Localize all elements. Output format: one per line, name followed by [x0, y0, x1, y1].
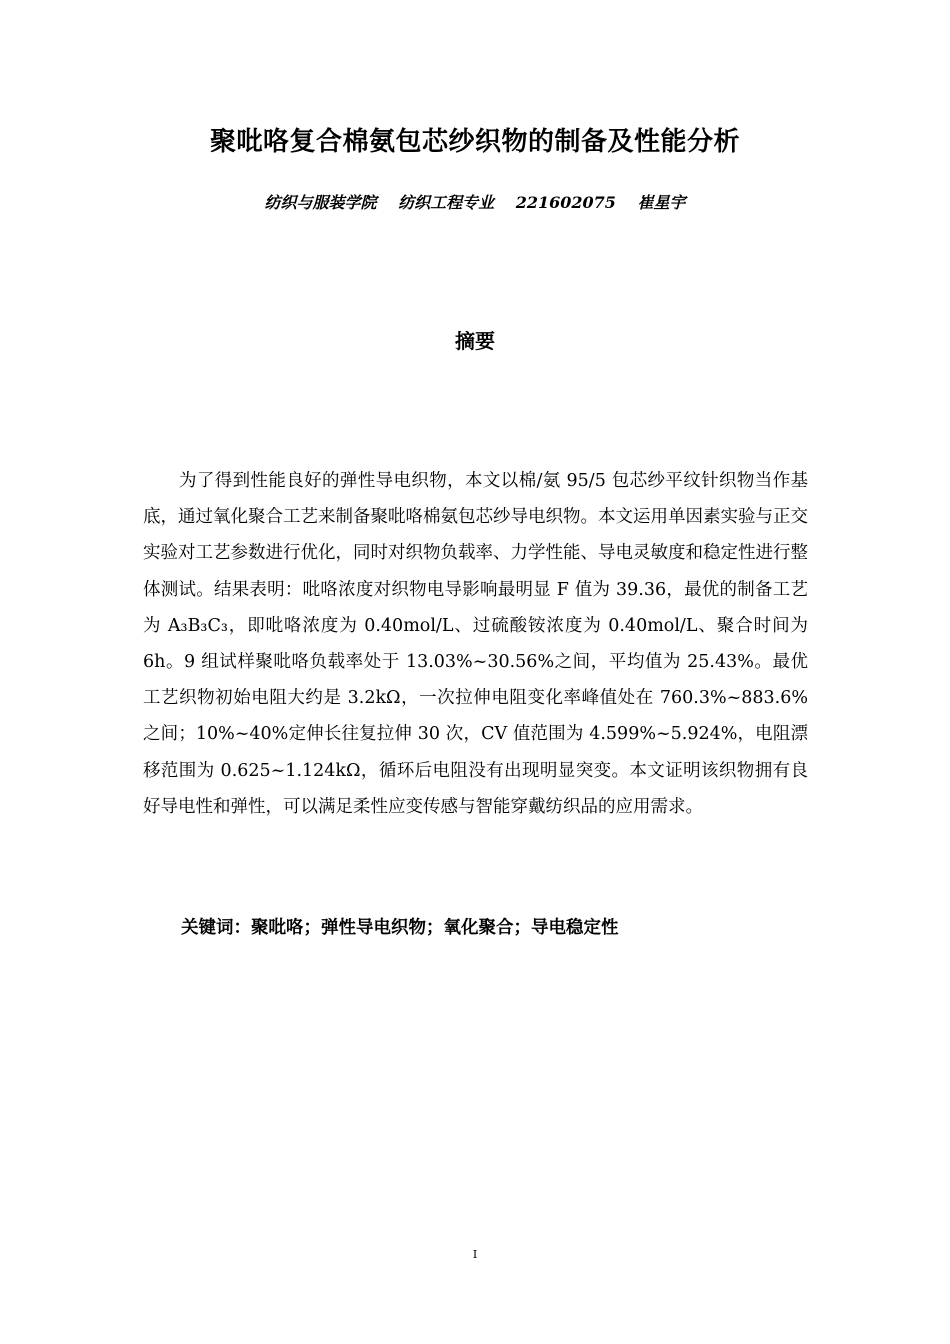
byline-student-id: 221602075 [515, 193, 616, 212]
abstract-body: 为了得到性能良好的弹性导电织物，本文以棉/氨 95/5 包芯纱平纹针织物当作基底，通过氧化聚合工艺来制备聚吡咯棉氨包芯纱导电织物。本文运用单因素实验与正交实验对工艺参数进行优化，同时对织物负载率、力学性能、导电灵敏度和稳定性进行整体测试。结果表明：吡咯浓度对织物电导影响最明显 F 值为 39.36，最优的制备工艺为 A₃B₃C₃，即吡咯浓度为 0.40mol/L、过硫酸铵浓度为 0.40mol/L、聚合时间为 6h。9 组试样聚吡咯负载率处于 13.03%~30.56%之间，平均值为 25.43%。最优工艺织物初始电阻大约是 3.2kΩ，一次拉伸电阻变化率峰值处在 760.3%~883.6%之间；10%~40%定伸长往复拉伸 30 次，CV 值范围为 4.599%~5.924%，电阻漂移范围为 0.625~1.124kΩ，循环后电阻没有出现明显突变。本文证明该织物拥有良好导电性和弹性，可以满足柔性应变传感与智能穿戴纺织品的应用需求。 [143, 471, 808, 817]
author-byline [0, 190, 950, 213]
abstract-heading: 摘要 [455, 329, 495, 353]
byline-college: 纺织与服装学院 [264, 193, 377, 212]
byline-author: 崔星宇 [637, 193, 686, 212]
byline-major: 纺织工程专业 [398, 193, 495, 212]
keywords-line: 关键词：聚吡咯；弹性导电织物；氧化聚合；导电稳定性 [181, 918, 619, 938]
page-number: I [472, 1248, 478, 1261]
document-title: 聚吡咯复合棉氨包芯纱织物的制备及性能分析 [209, 127, 740, 157]
